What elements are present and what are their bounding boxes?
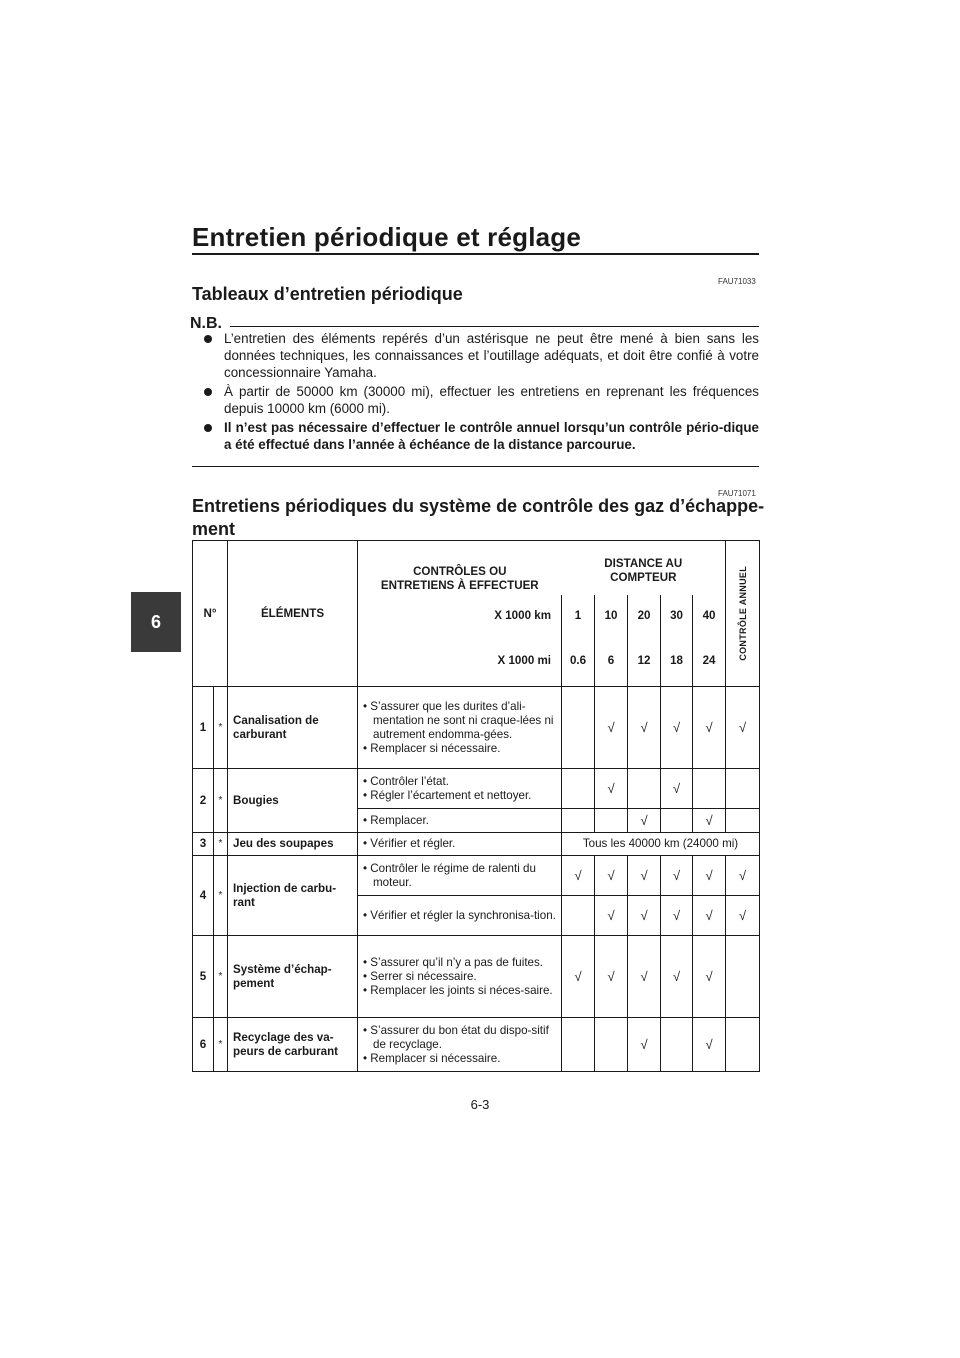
row-element: Système d’échap-pement xyxy=(228,936,358,1018)
check-cell: √ xyxy=(693,936,726,1018)
mi-value: 6 xyxy=(595,637,628,687)
km-value: 40 xyxy=(693,595,726,637)
check-cell: √ xyxy=(661,687,693,769)
check-cell: √ xyxy=(628,809,661,833)
check-cell xyxy=(726,809,760,833)
row-actions xyxy=(358,833,562,856)
check-cell: √ xyxy=(661,769,693,809)
action-line: • S’assurer qu’il n’y a pas de fuites. xyxy=(363,955,544,969)
table-row xyxy=(193,856,760,896)
action-line: • Serrer si nécessaire. xyxy=(363,969,477,983)
header-row xyxy=(193,541,760,595)
row-number: 5 xyxy=(193,936,214,1018)
action-line: • Remplacer les joints si néces-saire. xyxy=(363,983,553,997)
check-cell: √ xyxy=(661,896,693,936)
header-distance-line2: COMPTEUR xyxy=(610,571,677,584)
check-cell xyxy=(562,687,595,769)
check-cell: √ xyxy=(628,856,661,896)
row-element: Injection de carbu-rant xyxy=(228,856,358,936)
check-cell xyxy=(562,809,595,833)
check-cell xyxy=(562,896,595,936)
note-bullet: À partir de 50000 km (30000 mi), effectuer les entretiens en reprenant les fréquences depuis 10000 km (6000 mi). xyxy=(204,383,759,417)
asterisk: * xyxy=(214,687,228,769)
row-element: Jeu des soupapes xyxy=(228,833,358,856)
check-cell xyxy=(726,769,760,809)
header-distance-line1: DISTANCE AU xyxy=(604,557,683,570)
check-cell: √ xyxy=(726,687,760,769)
header-annual-label: CONTRÔLE ANNUEL xyxy=(737,566,748,661)
action-line: • Régler l’écartement et nettoyer. xyxy=(363,788,532,802)
row-number: 3 xyxy=(193,833,214,856)
asterisk: * xyxy=(214,769,228,833)
maintenance-table xyxy=(192,540,760,1072)
check-cell xyxy=(628,769,661,809)
row-actions xyxy=(358,856,562,896)
action-line: • Vérifier et régler la synchronisa-tion. xyxy=(363,908,556,922)
check-cell: √ xyxy=(628,1018,661,1072)
header-actions-line2: ENTRETIENS À EFFECTUER xyxy=(380,578,539,592)
mi-value: 24 xyxy=(693,637,726,687)
check-cell: √ xyxy=(628,936,661,1018)
action-line: • Vérifier et régler. xyxy=(363,837,456,850)
section1-heading: Tableaux d’entretien périodique xyxy=(192,284,463,304)
check-cell xyxy=(661,809,693,833)
check-cell: √ xyxy=(595,856,628,896)
row-number: 6 xyxy=(193,1018,214,1072)
row-actions xyxy=(358,1018,562,1072)
asterisk: * xyxy=(214,936,228,1018)
section1-code: FAU71033 xyxy=(718,277,756,286)
table-row xyxy=(193,936,760,1018)
check-cell: √ xyxy=(562,856,595,896)
km-value: 10 xyxy=(595,595,628,637)
action-line: • Remplacer. xyxy=(363,813,429,827)
row-actions xyxy=(358,687,562,769)
mi-value: 18 xyxy=(661,637,693,687)
note-bullet: Il n’est pas nécessaire d’effectuer le contrôle annuel lorsqu’un contrôle pério-dique a été effectué dans l’année à échéance de la distance parcourue. xyxy=(204,419,759,453)
header-distance xyxy=(562,541,726,595)
header-actions-line1: CONTRÔLES OU xyxy=(413,564,507,578)
check-cell xyxy=(693,769,726,809)
section2-code: FAU71071 xyxy=(718,489,756,498)
check-cell: √ xyxy=(693,687,726,769)
row-actions xyxy=(358,769,562,809)
check-cell xyxy=(595,1018,628,1072)
note-bullets xyxy=(204,330,759,455)
check-cell: √ xyxy=(661,936,693,1018)
header-annual xyxy=(726,541,760,687)
row-actions xyxy=(358,936,562,1018)
section2-heading xyxy=(192,495,764,541)
check-cell: √ xyxy=(595,769,628,809)
action-line: • S’assurer du bon état du dispo-sitif de recyclage. xyxy=(363,1023,549,1051)
row-element: Bougies xyxy=(228,769,358,833)
check-cell xyxy=(562,1018,595,1072)
check-cell xyxy=(595,809,628,833)
check-cell xyxy=(726,1018,760,1072)
check-cell: √ xyxy=(693,856,726,896)
row-actions xyxy=(358,896,562,936)
chapter-tab: 6 xyxy=(131,592,181,652)
check-cell: √ xyxy=(661,856,693,896)
check-cell: √ xyxy=(693,809,726,833)
title-rule xyxy=(192,253,759,255)
action-line: • S’assurer que les durites d’ali-mentation ne sont ni craque-lées ni autrement endomma-gées. xyxy=(363,699,554,741)
asterisk: * xyxy=(214,833,228,856)
row-element: Canalisation de carburant xyxy=(228,687,358,769)
header-actions xyxy=(358,541,562,595)
check-cell: √ xyxy=(693,896,726,936)
check-cell: √ xyxy=(628,896,661,936)
action-line: • Remplacer si nécessaire. xyxy=(363,741,501,755)
check-cell: √ xyxy=(726,896,760,936)
asterisk: * xyxy=(214,1018,228,1072)
km-value: 20 xyxy=(628,595,661,637)
page-number: 6-3 xyxy=(470,1097,490,1112)
km-value: 30 xyxy=(661,595,693,637)
header-elements: ÉLÉMENTS xyxy=(228,541,358,687)
check-cell: √ xyxy=(595,896,628,936)
check-cell: √ xyxy=(726,856,760,896)
action-line: • Contrôler le régime de ralenti du moteur. xyxy=(363,861,536,889)
row-number: 1 xyxy=(193,687,214,769)
check-cell: √ xyxy=(595,687,628,769)
action-line: • Remplacer si nécessaire. xyxy=(363,1051,501,1065)
action-line: • Contrôler l’état. xyxy=(363,774,449,788)
asterisk: * xyxy=(214,856,228,936)
header-no: N° xyxy=(193,541,228,687)
km-value: 1 xyxy=(562,595,595,637)
note-bullet: L’entretien des éléments repérés d’un astérisque ne peut être mené à bien sans les données techniques, les connaissances et l’outillage adéquats, et doit être confié à votre concessionnaire Yamaha. xyxy=(204,330,759,381)
note-rule xyxy=(230,326,759,327)
check-cell xyxy=(661,1018,693,1072)
section2-heading-line2: ment xyxy=(192,519,236,539)
note-label: N.B. xyxy=(190,315,222,332)
row-number: 4 xyxy=(193,856,214,936)
row-element: Recyclage des va-peurs de carburant xyxy=(228,1018,358,1072)
mi-label: X 1000 mi xyxy=(358,637,562,687)
page-title: Entretien périodique et réglage xyxy=(192,222,582,252)
table-row xyxy=(193,769,760,809)
table-row xyxy=(193,1018,760,1072)
check-cell: √ xyxy=(693,1018,726,1072)
check-cell: √ xyxy=(562,936,595,1018)
table-row xyxy=(193,833,760,856)
check-cell: √ xyxy=(595,936,628,1018)
mi-value: 0.6 xyxy=(562,637,595,687)
row-number: 2 xyxy=(193,769,214,833)
row-actions xyxy=(358,809,562,833)
check-cell: √ xyxy=(628,687,661,769)
check-cell xyxy=(562,769,595,809)
note-end-rule xyxy=(192,466,759,467)
mi-value: 12 xyxy=(628,637,661,687)
section2-heading-line1: Entretiens périodiques du système de contrôle des gaz d’échappe- xyxy=(192,496,765,516)
check-cell xyxy=(726,936,760,1018)
table-row xyxy=(193,687,760,769)
km-label: X 1000 km xyxy=(358,595,562,637)
interval-cell: Tous les 40000 km (24000 mi) xyxy=(562,833,760,856)
